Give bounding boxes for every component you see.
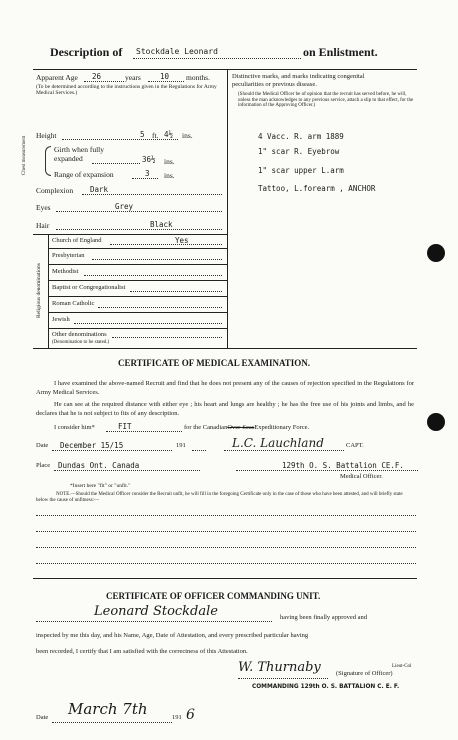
punch-hole-bottom	[427, 413, 445, 431]
age-years-value: 26	[92, 72, 102, 81]
medical-certificate-title: CERTIFICATE OF MEDICAL EXAMINATION.	[118, 358, 311, 368]
religion-other: Other denominations	[52, 331, 107, 338]
age-months-label: months.	[186, 73, 210, 82]
religion-church-of-england: Church of England	[52, 237, 102, 244]
height-inches-label: ins.	[182, 131, 193, 140]
page-title: Description of	[50, 45, 123, 59]
commanding-date-value: March 7th	[68, 700, 148, 718]
religion-roman-catholic: Roman Catholic	[52, 300, 95, 307]
hair-value: Black	[150, 220, 173, 229]
religion-presbyterian: Presbyterian	[52, 252, 85, 259]
chest-range-value: 3	[145, 169, 150, 178]
commanding-stamp: COMMANDING 129th O. S. BATTALION C. E. F.	[252, 684, 400, 690]
chest-girth-value: 36½	[142, 155, 156, 164]
distinctive-mark-4: Tattoo, L.forearm , ANCHOR	[258, 184, 376, 193]
age-months-value: 10	[160, 72, 170, 81]
chest-girth-label: Girth when fully expanded	[54, 145, 104, 163]
medical-paragraph-2: He can see at the required distance with either eye ; his heart and lungs are healthy ; he has the free use of his joints and limbs, and he declares that he is not subject to fits of any description.	[36, 401, 414, 417]
commanding-officer-signature: W. Thurnaby	[238, 660, 321, 675]
religion-methodist: Methodist	[52, 268, 79, 275]
distinctive-mark-1: 4 Vacc. R. arm 1889	[258, 132, 344, 141]
nota-note: NOTE.—Should the Medical Officer consider the Recruit unfit, he will fill in the foregoing Certificate only in the case of those who have been attested, and will briefly state below the cause of unfitness:—	[36, 492, 403, 503]
complexion-value: Dark	[90, 185, 109, 194]
distinctive-note: (Should the Medical Officer be of opinion that the recruit has served before, he will, unless the man acknowledges to any previous service, attach a slip to that effect, for the information of the Approving Officer.)	[238, 92, 414, 109]
distinctive-heading-2: peculiarities or previous disease.	[232, 81, 317, 88]
commanding-year-prefix: 191	[172, 714, 182, 721]
consider-prefix: I consider him*	[54, 424, 95, 431]
commanding-certificate-title: CERTIFICATE OF OFFICER COMMANDING UNIT.	[106, 591, 321, 601]
place-value: Dundas Ont. Canada	[58, 461, 140, 470]
eyes-label: Eyes	[36, 203, 51, 212]
medical-date-value: December 15/15	[60, 441, 124, 450]
commanding-year-suffix: 6	[186, 707, 195, 723]
distinctive-mark-2: 1" scar R. Eyebrow	[258, 147, 340, 156]
age-label: Apparent Age	[36, 73, 78, 82]
lt-col-label: Lieut-Col	[392, 664, 412, 669]
distinctive-mark-3: 1" scar upper L.arm	[258, 166, 344, 175]
eyes-value: Grey	[115, 202, 134, 211]
place-label: Place	[36, 462, 51, 469]
medical-year-prefix: 191	[176, 442, 186, 449]
height-label: Height	[36, 131, 57, 140]
religion-baptist: Baptist or Congregationalist	[52, 284, 126, 291]
medical-paragraph-1: I have examined the above-named Recruit and find that he does not present any of the causes of rejection specified in the Regulations for Army Medical Services.	[36, 380, 414, 396]
consider-suffix: for the CanadianOver-SeasExpeditionary Force.	[184, 424, 310, 431]
medical-date-label: Date	[36, 442, 49, 449]
religion-side-label: Religious denominations	[36, 263, 42, 318]
recruit-name: Stockdale Leonard	[136, 47, 218, 56]
recruit-signature: Leonard Stockdale	[94, 604, 218, 619]
punch-hole-top	[427, 244, 445, 262]
commanding-text-2: inspected by me this day, and his Name, Age, Date of Attestation, and every prescribed particular having	[36, 632, 309, 639]
medical-officer-signature: L.C. Lauchland	[232, 436, 324, 450]
complexion-label: Complexion	[36, 186, 74, 195]
commanding-date-label: Date	[36, 714, 49, 721]
battalion-stamp: 129th O. S. Battalion CE.F.	[282, 461, 404, 470]
commanding-text-3: been recorded, I certify that I am satisfied with the correctness of this Attestation.	[36, 648, 248, 655]
height-inches-value: 4½	[164, 130, 174, 139]
distinctive-heading-1: Distinctive marks, and marks indicating congenital	[232, 73, 365, 80]
page-title-suffix: on Enlistment.	[303, 45, 378, 59]
hair-label: Hair	[36, 221, 50, 230]
capt-label: CAPT.	[346, 442, 364, 449]
signature-label: (Signature of Officer)	[336, 670, 393, 677]
consider-value: FIT	[118, 422, 132, 431]
chest-side-label: Chest measurement	[22, 135, 27, 175]
age-note: (To be determined according to the instructions given in the Regulations for Army Medical Services.)	[36, 84, 217, 96]
chest-girth-unit: ins.	[164, 157, 175, 166]
medical-officer-label: Medical Officer.	[340, 473, 383, 480]
chest-range-unit: ins.	[164, 171, 175, 180]
religion-jewish: Jewish	[52, 316, 70, 323]
age-years-label: years	[125, 73, 141, 82]
height-feet-value: 5	[140, 130, 145, 139]
struck-over-seas: Over-Seas	[227, 424, 255, 431]
religion-church-of-england-value: Yes	[175, 236, 189, 245]
insert-note: *Insert here "fit" or "unfit."	[70, 483, 131, 489]
religion-other-note: (Denomination to be stated.)	[52, 340, 110, 345]
height-feet-label: ft.	[152, 131, 159, 140]
chest-range-label: Range of expansion	[54, 170, 114, 179]
commanding-text-1: having been finally approved and	[280, 614, 367, 621]
